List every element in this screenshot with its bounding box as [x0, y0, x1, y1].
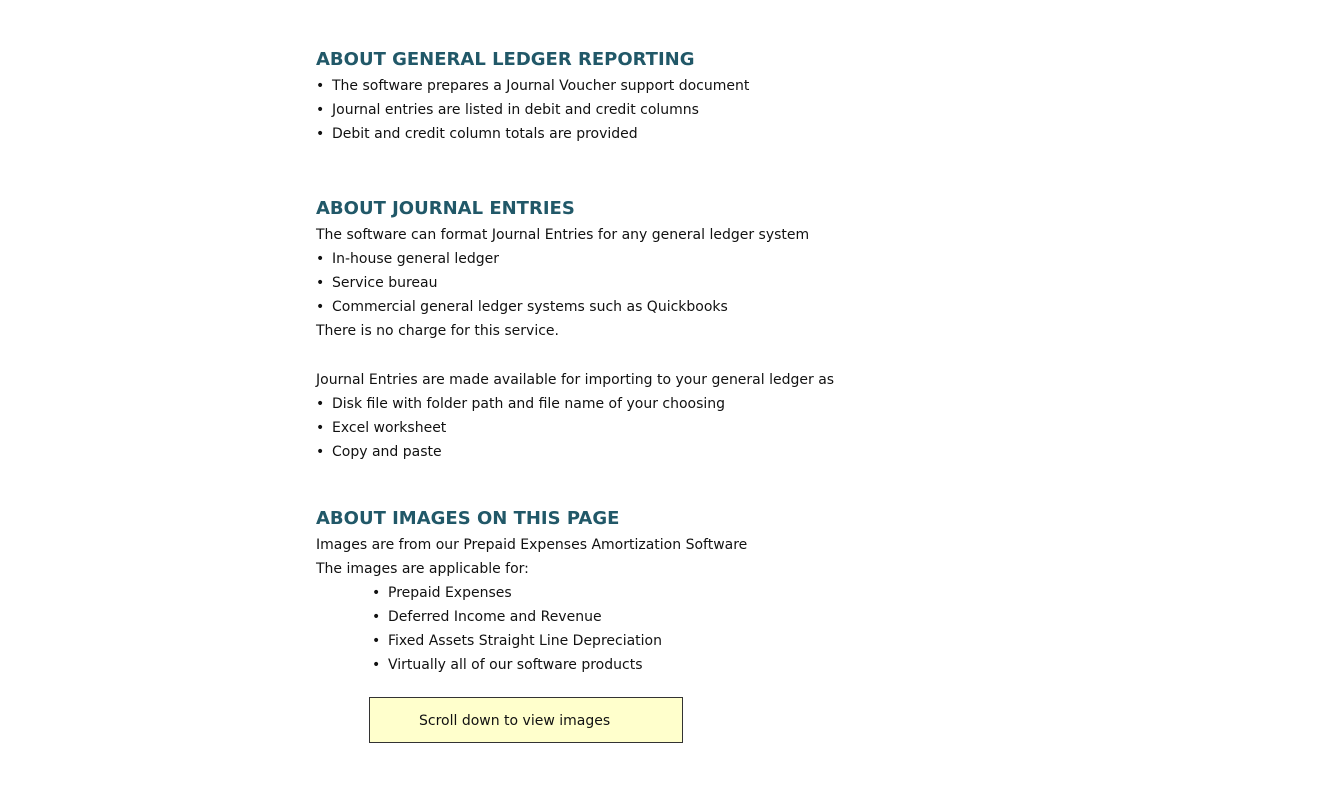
list-item: • Commercial general ledger systems such as Quickbooks [316, 295, 809, 319]
journal-import-section [316, 368, 834, 464]
images-line-1: Images are from our Prepaid Expenses Amortization Software [316, 537, 748, 553]
list-item: • Service bureau [316, 271, 809, 295]
images-list [316, 581, 747, 677]
general-ledger-heading: ABOUT GENERAL LEDGER REPORTING [316, 49, 695, 70]
list-item: • The software prepares a Journal Voucher support document [316, 74, 749, 98]
list-item: • Disk file with folder path and file name of your choosing [316, 392, 834, 416]
journal-entries-list [316, 247, 809, 319]
list-item: • Copy and paste [316, 440, 834, 464]
general-ledger-section [316, 46, 749, 146]
list-item: • Deferred Income and Revenue [316, 605, 747, 629]
list-item: • Prepaid Expenses [316, 581, 747, 605]
list-item: • Debit and credit column totals are provided [316, 122, 749, 146]
scroll-notice-box: Scroll down to view images [369, 697, 683, 743]
images-line-2: The images are applicable for: [316, 561, 529, 577]
journal-import-intro: Journal Entries are made available for importing to your general ledger as [316, 372, 835, 388]
images-section [316, 505, 747, 677]
journal-entries-note: There is no charge for this service. [316, 323, 559, 339]
journal-entries-section [316, 195, 809, 343]
list-item: • Excel worksheet [316, 416, 834, 440]
list-item: • Fixed Assets Straight Line Depreciation [316, 629, 747, 653]
list-item: • In-house general ledger [316, 247, 809, 271]
general-ledger-list [316, 74, 749, 146]
list-item: • Journal entries are listed in debit and credit columns [316, 98, 749, 122]
images-heading: ABOUT IMAGES ON THIS PAGE [316, 508, 620, 529]
journal-entries-intro: The software can format Journal Entries for any general ledger system [316, 227, 810, 243]
journal-entries-heading: ABOUT JOURNAL ENTRIES [316, 198, 575, 219]
list-item: • Virtually all of our software products [316, 653, 747, 677]
journal-import-list [316, 392, 834, 464]
